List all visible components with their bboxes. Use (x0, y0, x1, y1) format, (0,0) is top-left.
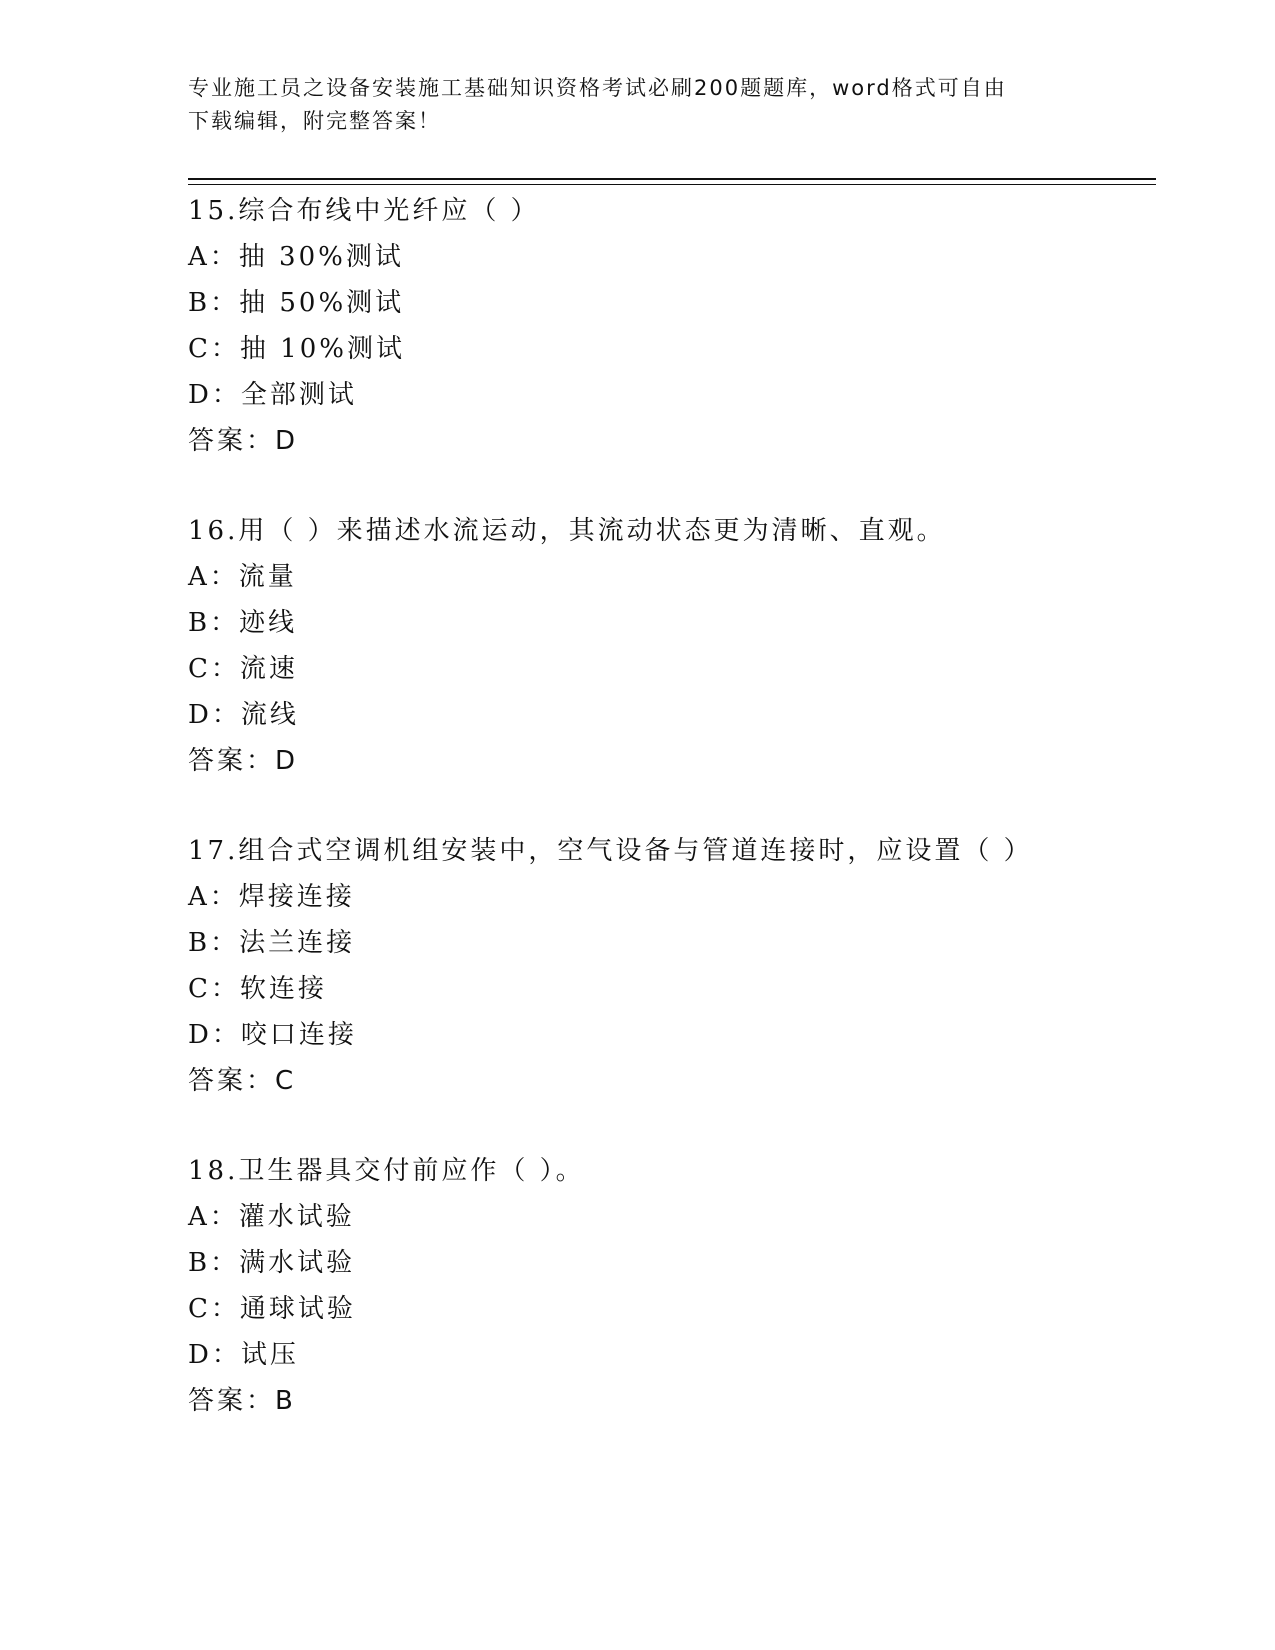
question-17 (188, 828, 1188, 1104)
option-b: B：法兰连接 (188, 928, 356, 958)
question-16 (188, 508, 1188, 784)
question-stem: 17.组合式空调机组安装中，空气设备与管道连接时，应设置（ ） (188, 836, 1033, 866)
question-18 (188, 1148, 1188, 1424)
option-b: B：满水试验 (188, 1248, 356, 1278)
document-header (188, 72, 1088, 138)
answer: 答案：D (188, 746, 299, 776)
option-c: C：通球试验 (188, 1294, 356, 1324)
question-stem: 18.卫生器具交付前应作（ ）。 (188, 1156, 585, 1186)
option-d: D：流线 (188, 700, 299, 730)
option-a: A：抽 30%测试 (188, 242, 404, 272)
option-b: B：抽 50%测试 (188, 288, 405, 318)
question-15 (188, 188, 1188, 464)
option-a: A：流量 (188, 562, 297, 592)
option-a: A：灌水试验 (188, 1202, 355, 1232)
option-c: C：软连接 (188, 974, 327, 1004)
header-line-1: 专业施工员之设备安装施工基础知识资格考试必刷200题题库，word格式可自由 (188, 76, 1007, 100)
question-stem: 15.综合布线中光纤应（ ） (188, 196, 540, 226)
header-line-2: 下载编辑，附完整答案！ (188, 109, 441, 133)
option-d: D：全部测试 (188, 380, 357, 410)
header-divider-thin (188, 184, 1156, 185)
question-stem: 16.用（ ）来描述水流运动，其流动状态更为清晰、直观。 (188, 516, 946, 546)
answer: 答案：C (188, 1066, 297, 1096)
option-d: D：试压 (188, 1340, 299, 1370)
answer: 答案：D (188, 426, 299, 456)
answer: 答案：B (188, 1386, 296, 1416)
option-a: A：焊接连接 (188, 882, 355, 912)
option-c: C：抽 10%测试 (188, 334, 405, 364)
option-b: B：迹线 (188, 608, 298, 638)
header-divider-thick (188, 178, 1156, 180)
option-c: C：流速 (188, 654, 298, 684)
option-d: D：咬口连接 (188, 1020, 357, 1050)
